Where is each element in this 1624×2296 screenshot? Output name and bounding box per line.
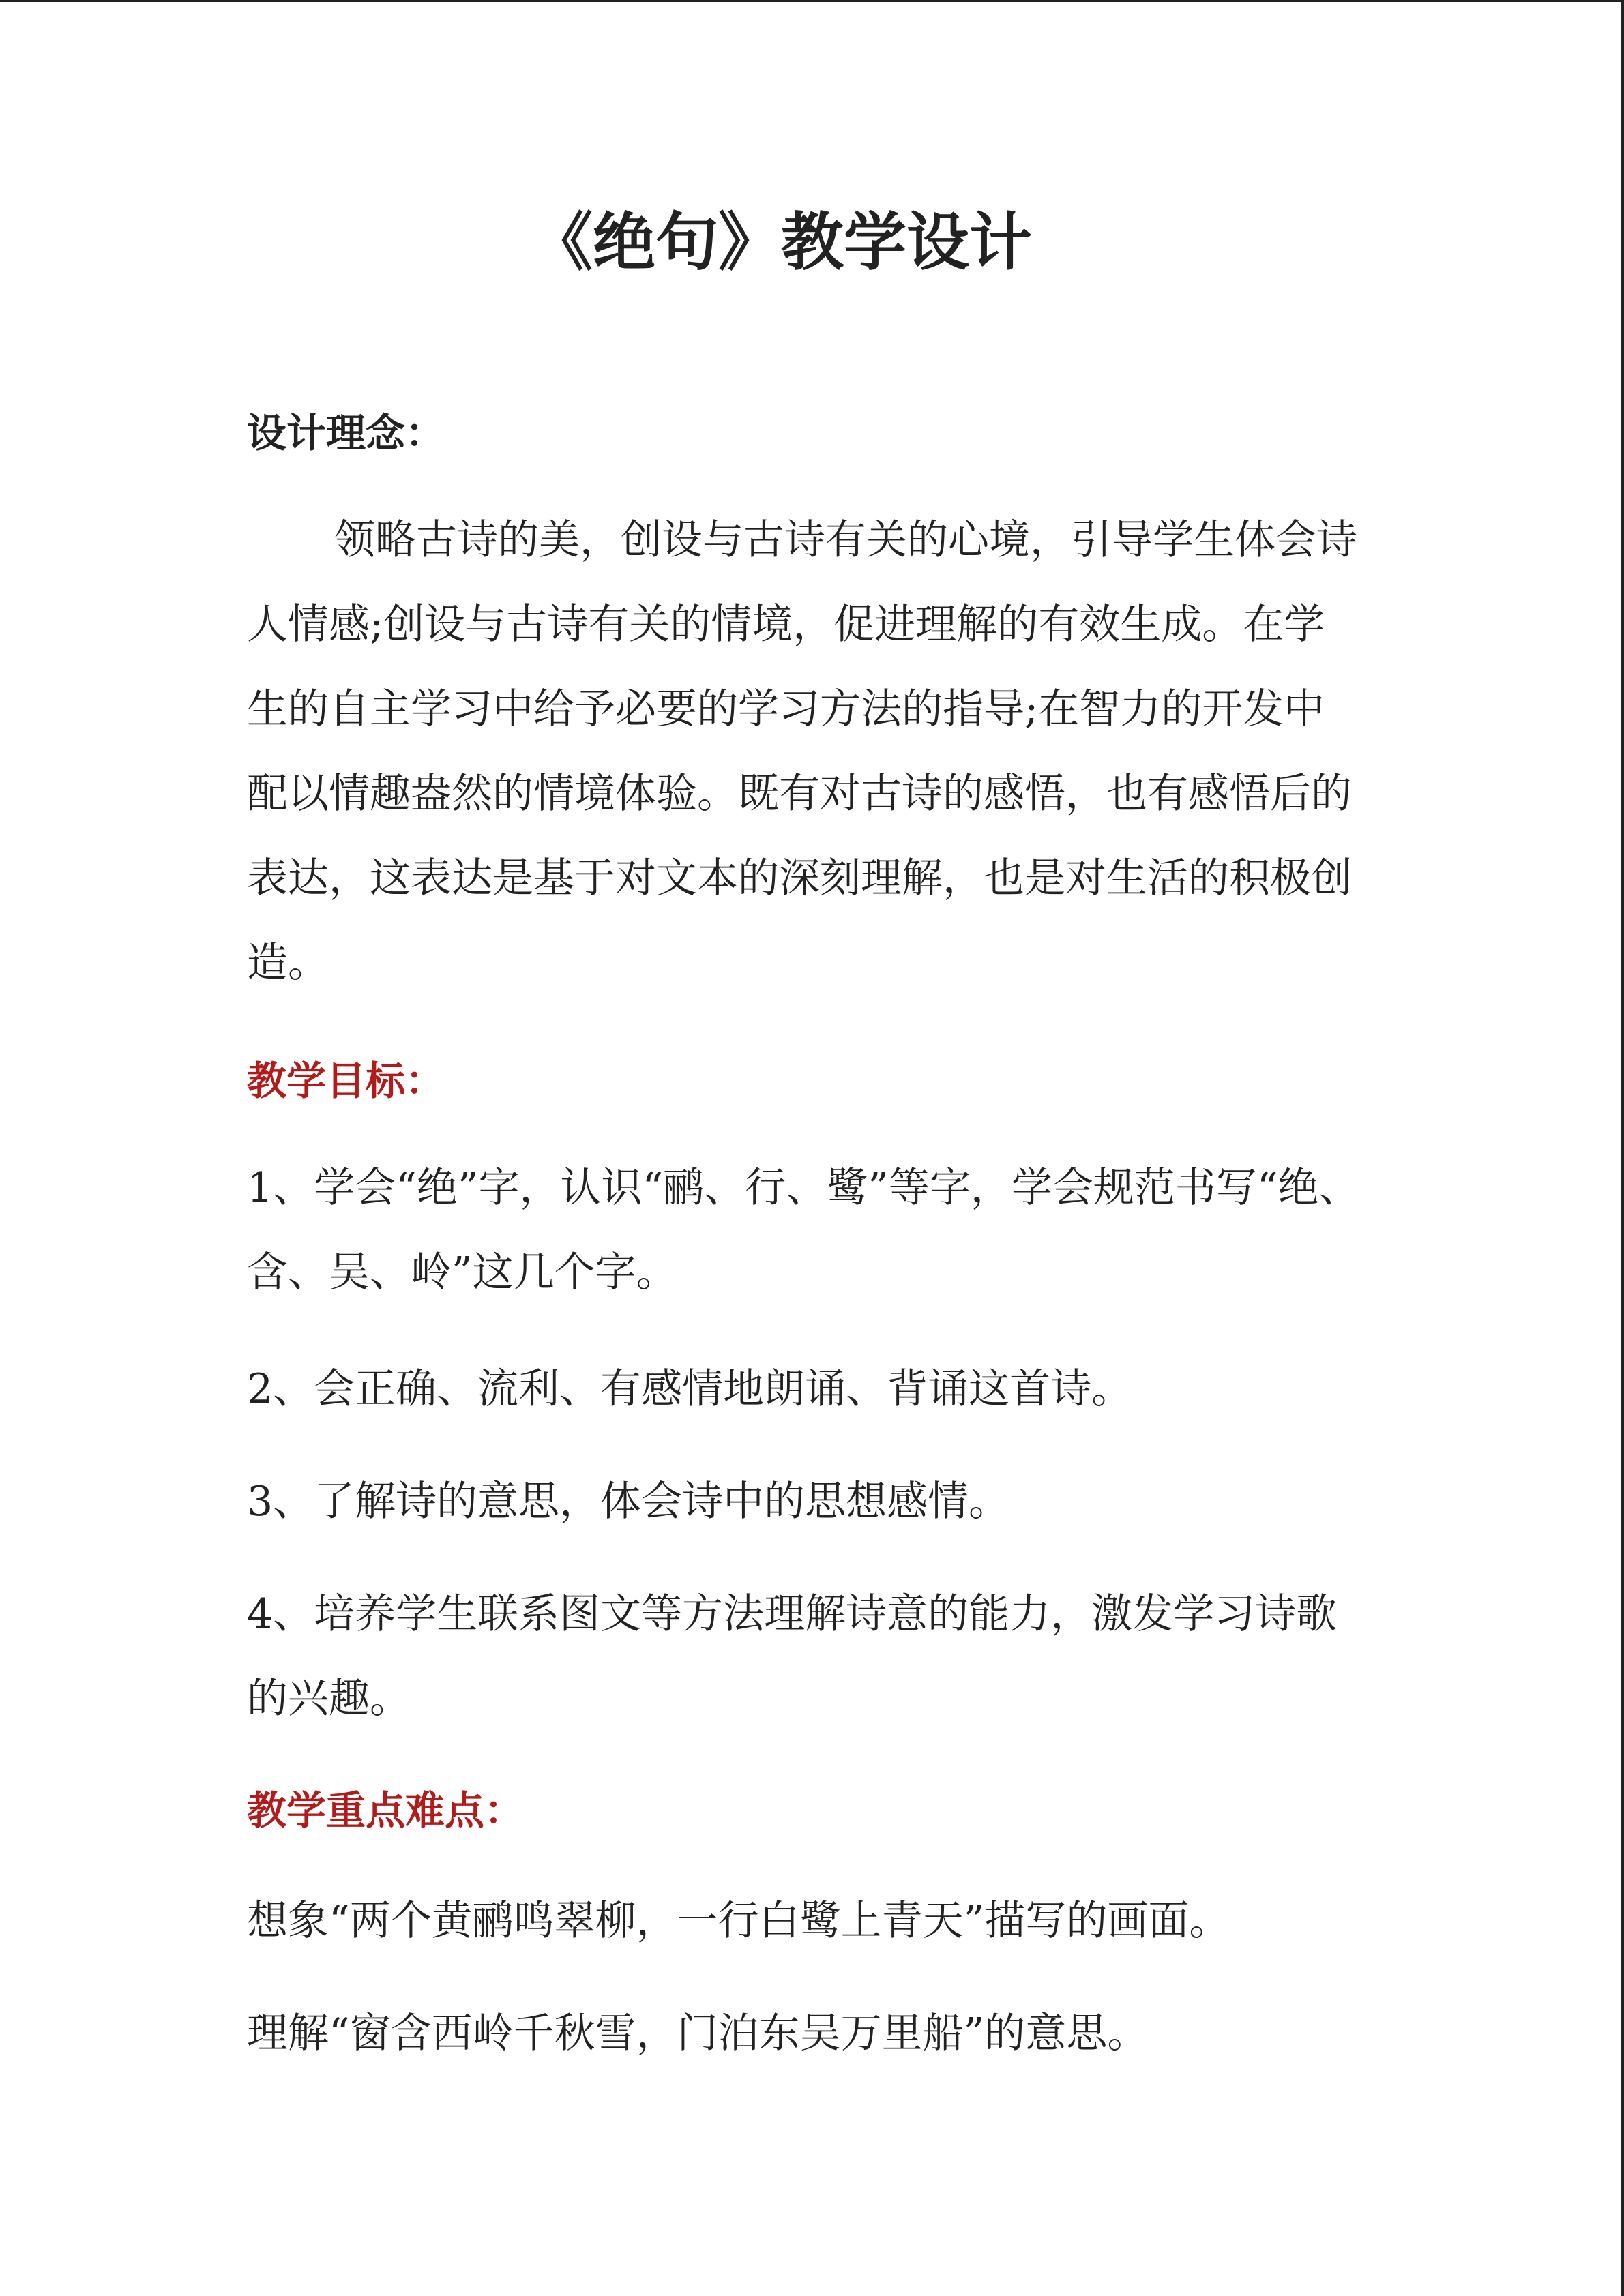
- key-point-item-1: 想象“两个黄鹂鸣翠柳，一行白鹭上青天”描写的画面。: [247, 1897, 1230, 1945]
- page-top-border: [0, 0, 1624, 2]
- objectives-heading: 教学目标：: [247, 1058, 445, 1104]
- design-concept-heading: 设计理念：: [247, 410, 445, 456]
- objective-item-4: 4、培养学生联系图文等方法理解诗意的能力，激发学习诗歌的兴趣。: [247, 1590, 1338, 1723]
- objective-item-3: 3、了解诗的意思，体会诗中的思想感情。: [247, 1478, 1010, 1525]
- key-point-item-2: 理解“窗含西岭千秋雪，门泊东吴万里船”的意思。: [247, 2010, 1149, 2057]
- page-right-border: [1621, 0, 1624, 2296]
- key-points-heading: 教学重点难点：: [247, 1787, 525, 1834]
- document-title: 《绝句》教学设计: [529, 205, 1032, 279]
- objective-item-1: 1、学会“绝”字，认识“鹂、行、鹭”等字，学会规范书写“绝、含、吴、岭”这几个字。: [247, 1164, 1360, 1296]
- objective-item-2: 2、会正确、流利、有感情地朗诵、背诵这首诗。: [247, 1365, 1133, 1413]
- design-concept-paragraph: 领略古诗的美，创设与古诗有关的心境，引导学生体会诗人情感;创设与古诗有关的情境，促进理解的有效生成。在学生的自主学习中给予必要的学习方法的指导;在智力的开发中配以情趣盎然的情境体验。既有对古诗的感悟，也有感悟后的表达，这表达是基于对文本的深刻理解，也是对生活的积极创造。: [247, 516, 1357, 987]
